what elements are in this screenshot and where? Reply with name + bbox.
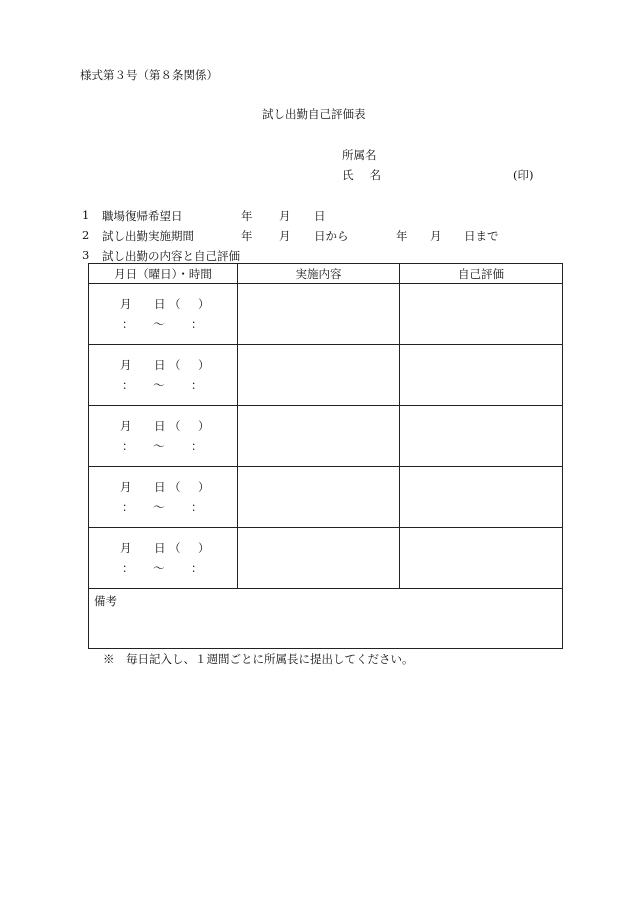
- time-line: [89, 558, 237, 578]
- table-row: [89, 528, 563, 589]
- time-colon-end: ：: [191, 561, 203, 575]
- year-unit: 年: [241, 229, 253, 243]
- date-time-cell[interactable]: [89, 467, 238, 528]
- time-colon-start: ：: [122, 561, 134, 575]
- weekday-paren-open: （: [169, 297, 181, 311]
- time-colon-end: ：: [191, 439, 203, 453]
- day-unit: 日: [154, 358, 166, 372]
- day-unit: 日: [314, 209, 326, 223]
- month-unit: 月: [120, 541, 132, 555]
- date-line: [89, 538, 237, 558]
- content-cell[interactable]: [238, 345, 400, 406]
- weekday-paren-open: （: [169, 480, 181, 494]
- date-line: [89, 294, 237, 314]
- time-line: [89, 436, 237, 456]
- weekday-paren-close: ）: [198, 480, 210, 494]
- item-number: 2: [82, 228, 90, 242]
- content-cell[interactable]: [238, 467, 400, 528]
- table-row: [89, 467, 563, 528]
- date-time-cell[interactable]: [89, 345, 238, 406]
- weekday-paren-open: （: [169, 419, 181, 433]
- time-line: [89, 375, 237, 395]
- evaluation-cell[interactable]: [400, 284, 563, 345]
- document-title: 試し出勤自己評価表: [262, 107, 366, 121]
- weekday-paren-close: ）: [198, 541, 210, 555]
- month-unit-2: 月: [430, 229, 442, 243]
- time-tilde: 〜: [153, 317, 165, 331]
- weekday-paren-close: ）: [198, 419, 210, 433]
- item-label: 職場復帰希望日: [102, 209, 183, 223]
- content-cell[interactable]: [238, 406, 400, 467]
- weekday-paren-open: （: [169, 541, 181, 555]
- time-colon-end: ：: [191, 378, 203, 392]
- date-line: [89, 477, 237, 497]
- day-unit: 日: [154, 297, 166, 311]
- date-time-cell[interactable]: [89, 406, 238, 467]
- month-unit: 月: [279, 229, 291, 243]
- item-number: 1: [82, 208, 90, 222]
- name-label-char-2: 名: [369, 168, 381, 182]
- remarks-cell[interactable]: [89, 589, 563, 649]
- time-colon-start: ：: [122, 317, 134, 331]
- day-unit: 日: [154, 419, 166, 433]
- weekday-paren-open: （: [169, 358, 181, 372]
- footnote: ※ 毎日記入し、１週間ごとに所属長に提出してください。: [103, 652, 414, 666]
- month-unit: 月: [279, 209, 291, 223]
- name-label-char-1: 氏: [342, 168, 354, 182]
- time-tilde: 〜: [153, 500, 165, 514]
- time-tilde: 〜: [153, 378, 165, 392]
- header-content: 実施内容: [238, 264, 400, 284]
- time-colon-end: ：: [191, 500, 203, 514]
- header-date-time: 月日（曜日）・時間: [89, 264, 238, 284]
- month-unit: 月: [120, 480, 132, 494]
- day-unit: 日: [154, 541, 166, 555]
- date-line: [89, 416, 237, 436]
- time-colon-start: ：: [122, 439, 134, 453]
- header-self-evaluation: 自己評価: [400, 264, 563, 284]
- evaluation-cell[interactable]: [400, 528, 563, 589]
- evaluation-cell[interactable]: [400, 406, 563, 467]
- time-tilde: 〜: [153, 439, 165, 453]
- date-time-cell[interactable]: [89, 528, 238, 589]
- year-unit-2: 年: [396, 229, 408, 243]
- time-colon-end: ：: [191, 317, 203, 331]
- item-number: 3: [82, 248, 90, 262]
- table-row: [89, 406, 563, 467]
- table-row: [89, 345, 563, 406]
- name-label: [342, 167, 381, 183]
- month-unit: 月: [120, 297, 132, 311]
- day-unit: 日: [154, 480, 166, 494]
- item-label: 試し出勤の内容と自己評価: [102, 249, 240, 263]
- month-unit: 月: [120, 358, 132, 372]
- evaluation-cell[interactable]: [400, 345, 563, 406]
- weekday-paren-close: ）: [198, 297, 210, 311]
- time-line: [89, 497, 237, 517]
- month-unit: 月: [120, 419, 132, 433]
- table-header-row: [89, 264, 563, 284]
- remarks-row: [89, 589, 563, 649]
- time-line: [89, 314, 237, 334]
- affiliation-label: 所属名: [342, 148, 377, 162]
- content-cell[interactable]: [238, 528, 400, 589]
- evaluation-table: [88, 263, 563, 649]
- seal-label: (印): [513, 168, 534, 182]
- item-label: 試し出勤実施期間: [102, 229, 194, 243]
- time-colon-start: ：: [122, 500, 134, 514]
- content-cell[interactable]: [238, 284, 400, 345]
- year-unit: 年: [241, 209, 253, 223]
- date-time-cell[interactable]: [89, 284, 238, 345]
- form-number: 様式第３号（第８条関係）: [80, 68, 218, 82]
- date-line: [89, 355, 237, 375]
- table-row: [89, 284, 563, 345]
- time-colon-start: ：: [122, 378, 134, 392]
- day-to-unit: 日まで: [464, 229, 499, 243]
- time-tilde: 〜: [153, 561, 165, 575]
- day-from-unit: 日から: [314, 229, 349, 243]
- remarks-label: 備考: [94, 594, 117, 608]
- evaluation-cell[interactable]: [400, 467, 563, 528]
- weekday-paren-close: ）: [198, 358, 210, 372]
